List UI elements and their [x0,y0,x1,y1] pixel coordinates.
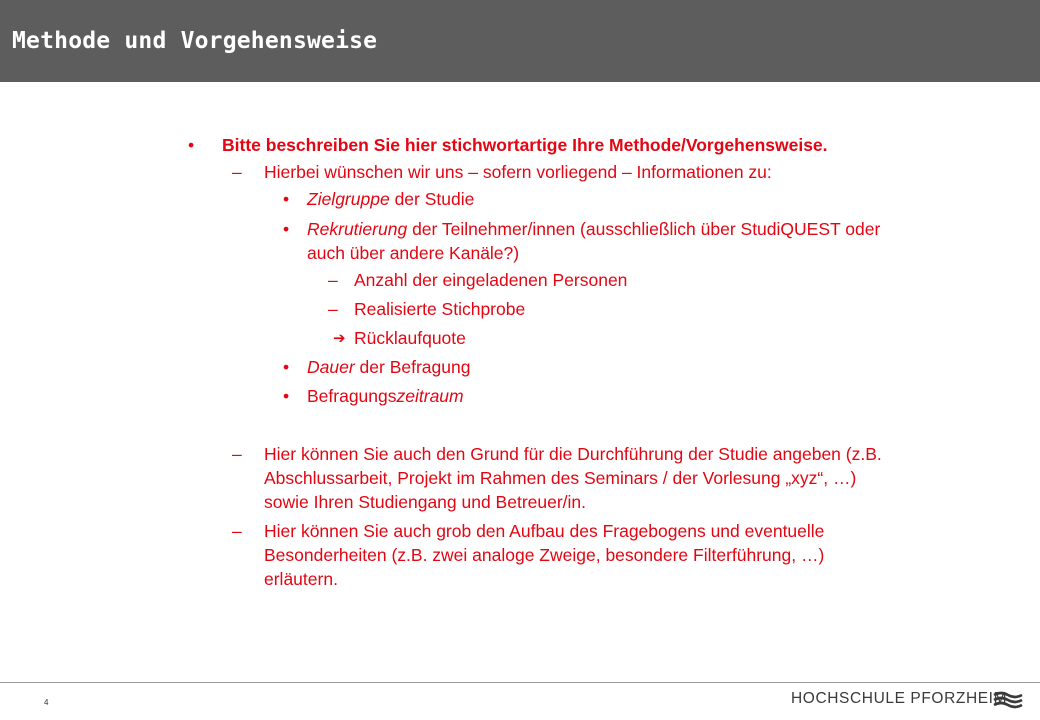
dash-marker: – [232,162,242,182]
sub-bullet-marker: • [283,219,290,239]
dash-item-aufbau-line3: erläutern. [264,569,338,589]
dash-item-info: Hierbei wünschen wir uns – sofern vorliegend – Informationen zu: [264,162,772,182]
sub-item-em: Zielgruppe [307,189,390,209]
subsub-item-stichprobe: Realisierte Stichprobe [354,299,526,319]
main-bullet-text: Bitte beschreiben Sie hier stichwortartige Ihre Methode/Vorgehensweise. [222,135,828,155]
sub-bullet-marker: • [283,386,290,406]
dash-item-grund-line3: sowie Ihren Studiengang und Betreuer/in. [264,492,587,512]
sub-item-dauer [307,355,470,380]
sub-item-rekrutierung-line2: auch über andere Kanäle?) [307,243,520,263]
sub-item-rekrutierung [307,217,880,242]
sub-item-rest: der Teilnehmer/innen (ausschließlich über StudiQUEST oder [407,219,881,239]
page-number: 4 [44,698,49,707]
dash-item-aufbau-line1: Hier können Sie auch grob den Aufbau des Fragebogens und eventuelle [264,521,825,541]
dash-item-aufbau-line2: Besonderheiten (z.B. zwei analoge Zweige, besondere Filterführung, …) [264,545,825,565]
arrow-icon: ➔ [333,330,346,347]
sub-item-rest: der Studie [389,189,475,209]
dash-marker: – [328,299,338,319]
logo-text: HOCHSCHULE PFORZHEIM [791,690,1008,707]
sub-item-zeitraum [307,384,464,409]
sub-item-zielgruppe [307,187,474,212]
sub-item-em: Dauer [307,357,355,377]
dash-marker: – [232,521,242,541]
bullet-marker: • [188,135,195,155]
sub-bullet-marker: • [283,357,290,377]
slide-title: Methode und Vorgehensweise [12,28,378,54]
sub-item-em: Rekrutierung [307,219,408,239]
dash-item-grund-line1: Hier können Sie auch den Grund für die Durchführung der Studie angeben (z.B. [264,444,882,464]
dash-marker: – [232,444,242,464]
footer-divider [0,682,1040,683]
sub-item-rest: der Befragung [354,357,471,377]
dash-marker: – [328,270,338,290]
wave-lines-icon [993,691,1023,709]
subsub-item-anzahl: Anzahl der eingeladenen Personen [354,270,628,290]
sub-bullet-marker: • [283,189,290,209]
sub-item-plain: Befragungs [307,386,397,406]
subsub-item-ruecklauf: Rücklaufquote [354,328,466,348]
sub-item-em: zeitraum [396,386,464,406]
dash-item-grund-line2: Abschlussarbeit, Projekt im Rahmen des Seminars / der Vorlesung „xyz“, …) [264,468,857,488]
